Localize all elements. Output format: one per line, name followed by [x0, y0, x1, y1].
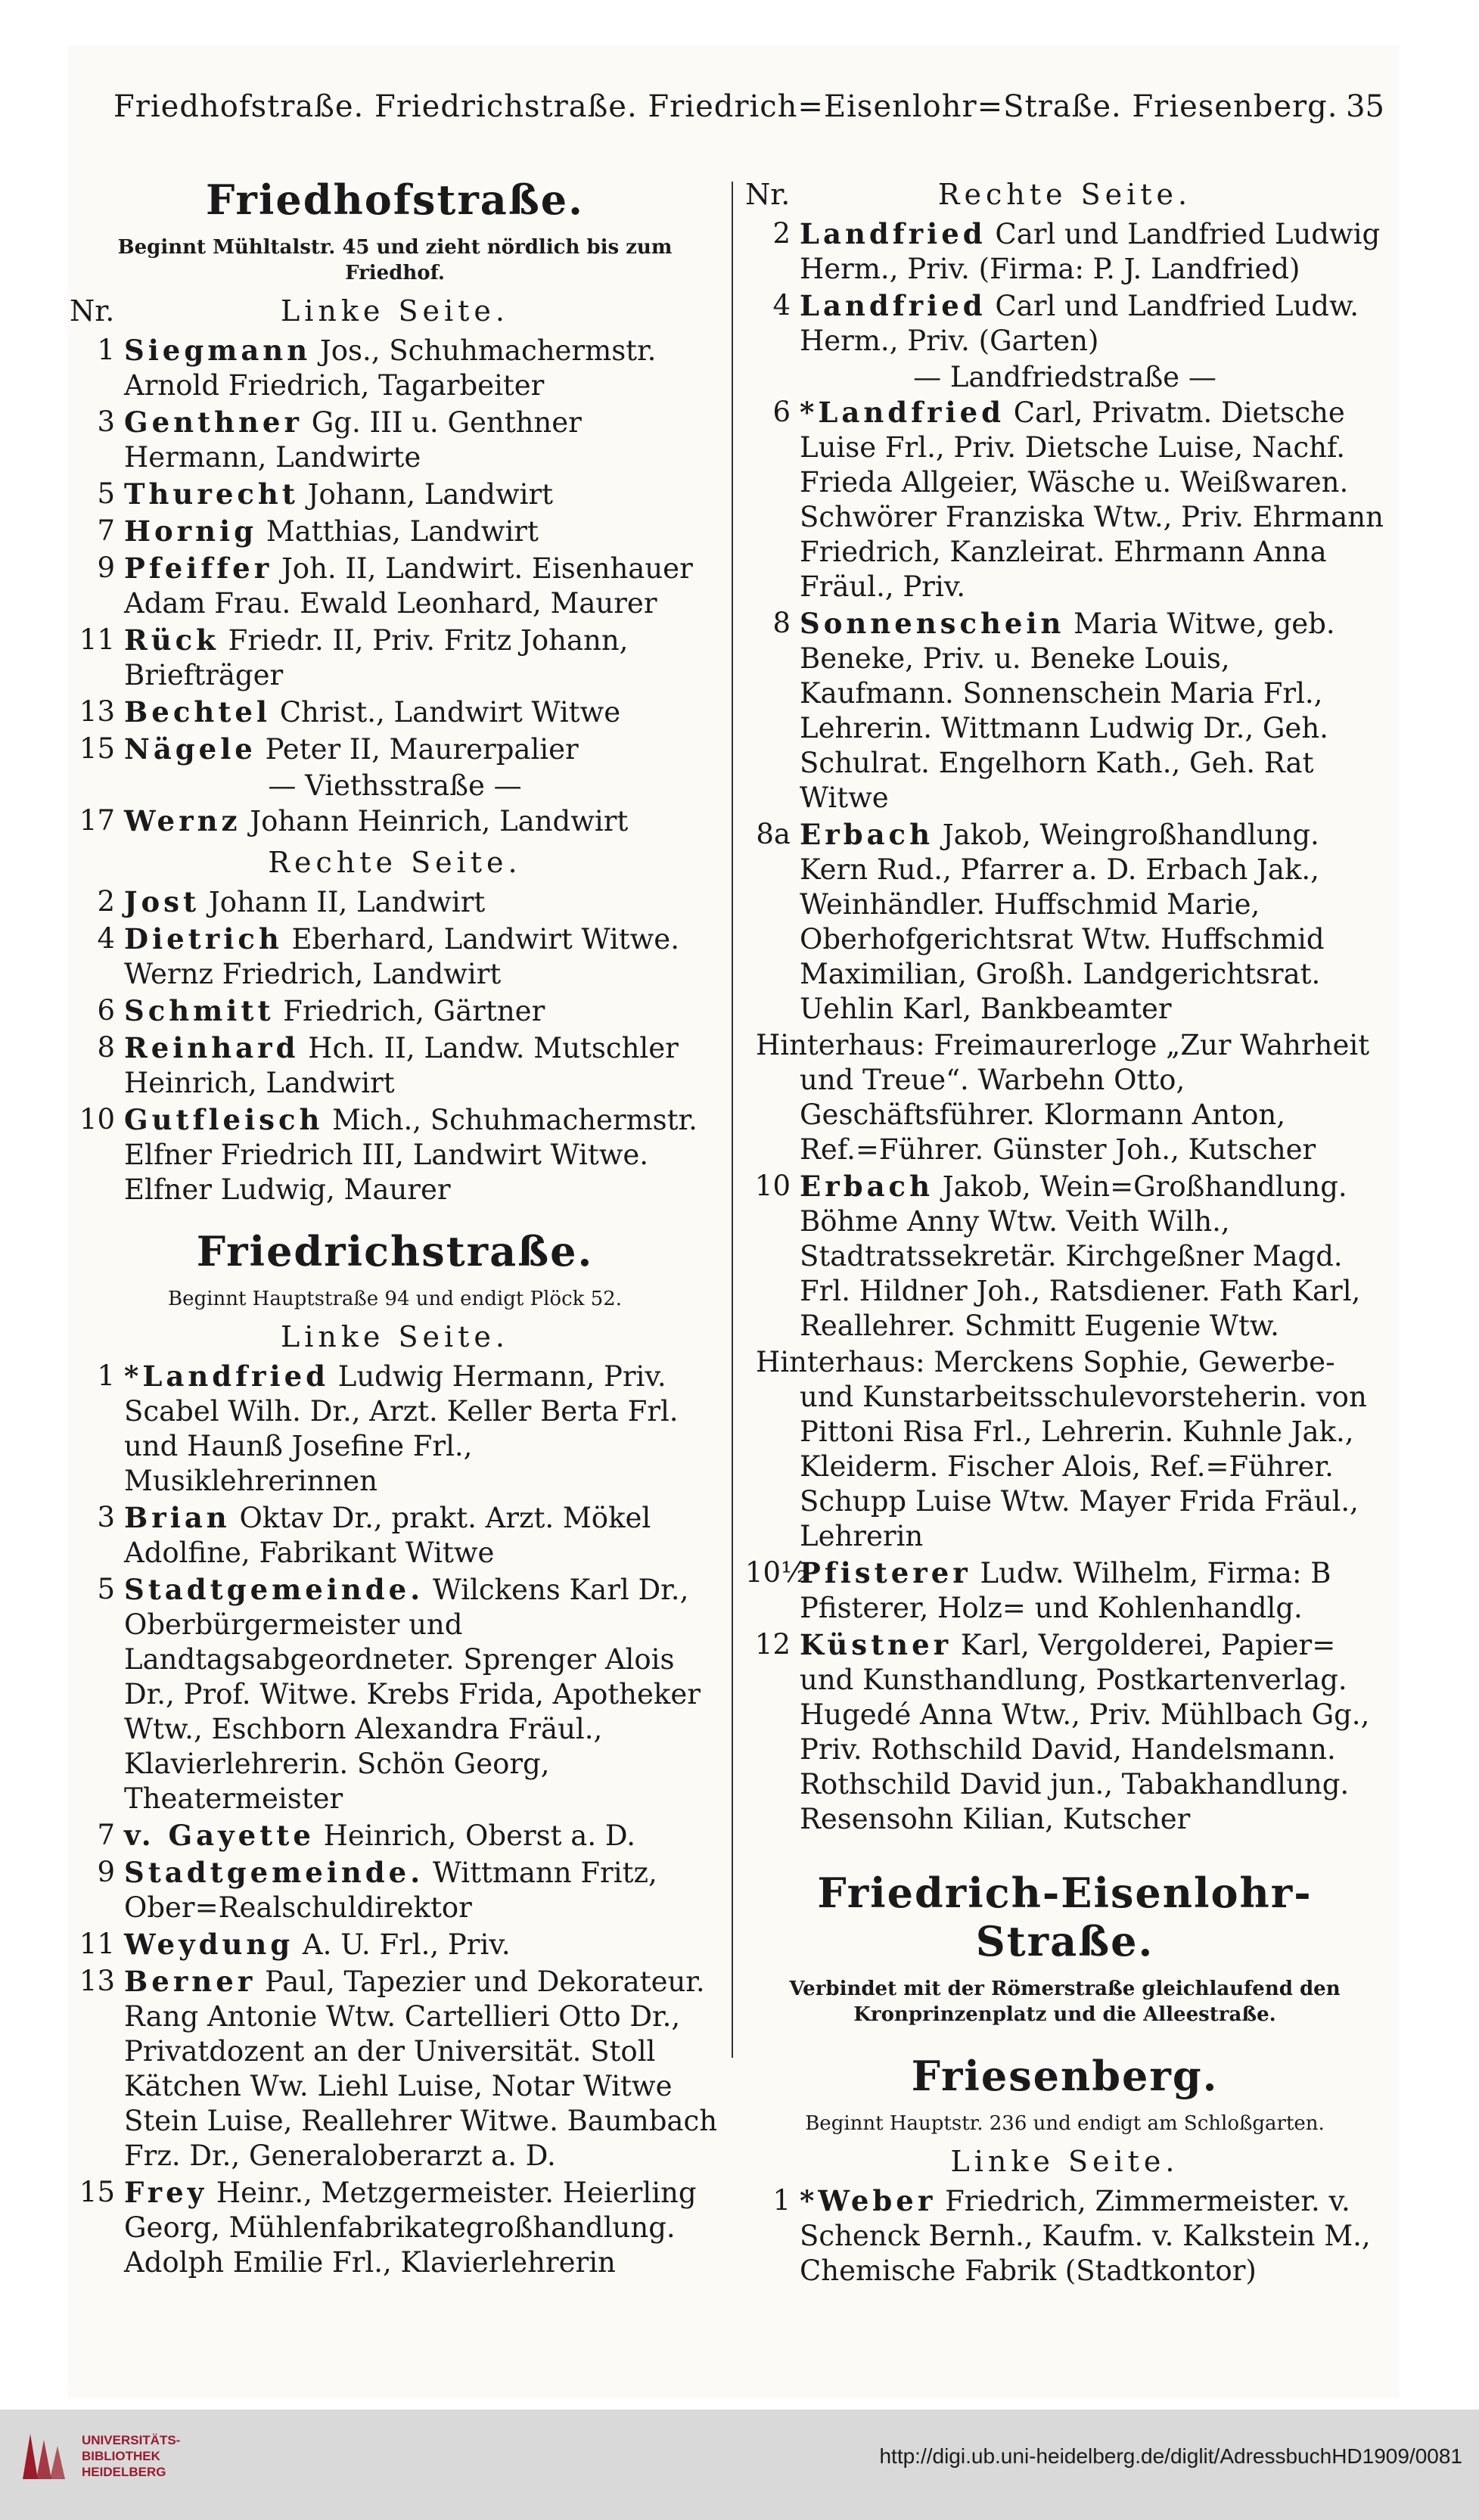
list-item — [745, 817, 1384, 1027]
list-item — [70, 1855, 720, 1925]
hinterhaus-entry: Hinterhaus: Freimaurerloge „Zur Wahrheit und Treue“. Warbehn Otto, Geschäftsführer. Klormann Anton, Ref.=Führer. Günster Joh., Kutscher — [756, 1029, 1370, 1166]
entry-list — [70, 333, 720, 767]
side-title: Linke Seite. — [281, 294, 509, 328]
house-number: 3 — [97, 405, 115, 438]
resident-name: Landfried — [800, 289, 987, 322]
running-header — [113, 89, 1384, 135]
entry-text: Hch. II, Landw. Mutschler Heinrich, Landwirt — [124, 1032, 679, 1099]
nr-label: Nr. — [70, 294, 115, 328]
entry-text: Ludwig Hermann, Priv. Scabel Wilh. Dr., Arzt. Keller Berta Frl. und Haunß Josefine Frl., Musiklehrerinnen — [124, 1360, 679, 1497]
house-number: 13 — [79, 1965, 115, 1997]
list-item — [70, 1030, 720, 1101]
side-title: Rechte Seite. — [937, 178, 1192, 211]
resident-name: Reinhard — [124, 1031, 300, 1064]
resident-name: Thurecht — [124, 477, 299, 511]
list-item — [745, 395, 1384, 604]
list-item — [745, 606, 1384, 816]
resident-name: Küstner — [800, 1628, 952, 1661]
list-item — [70, 1964, 720, 2174]
list-item — [70, 732, 720, 767]
list-item — [745, 216, 1384, 287]
list-item — [745, 1627, 1384, 1837]
entry-text: Maria Witwe, geb. Beneke, Priv. u. Beneke Louis, Kaufmann. Sonnenschein Maria Frl., Lehrerin. Wittmann Ludwig Dr., Geh. Schulrat. Engelhorn Kath., Geh. Rat Witwe — [800, 607, 1335, 814]
resident-name: Siegmann — [124, 334, 312, 367]
source-url-link[interactable]: http://digi.ub.uni-heidelberg.de/diglit/AdressbuchHD1909/0081 — [879, 2444, 1462, 2468]
entry-text: Jos., Schuhmachermstr. Arnold Friedrich, Tagarbeiter — [124, 334, 657, 402]
house-number: 2 — [772, 217, 791, 250]
list-item — [745, 1169, 1384, 1344]
list-item — [70, 1927, 720, 1962]
resident-name: Jost — [124, 885, 200, 918]
house-number: 10½ — [745, 1556, 808, 1589]
entry-text: Heinrich, Oberst a. D. — [314, 1819, 635, 1852]
side-row — [70, 292, 720, 330]
entry-text: Johann II, Landwirt — [200, 886, 486, 918]
resident-name: Bechtel — [124, 695, 271, 729]
entry-text: Jakob, Weingroßhandlung. Kern Rud., Pfarrer a. D. Erbach Jak., Weinhändler. Huffschmid Marie, Oberhofgerichtsrat Wtw. Huffschmid Maximilian, Großh. Landgerichtsrat. Uehlin Karl, Bankbeamter — [800, 819, 1325, 1025]
house-number: 9 — [97, 552, 115, 584]
resident-name: Sonnenschein — [800, 607, 1065, 640]
list-item — [70, 333, 720, 403]
side-title: Rechte Seite. — [268, 846, 522, 879]
list-item — [70, 921, 720, 992]
house-number: 10 — [79, 1103, 115, 1136]
list-item — [70, 1102, 720, 1207]
resident-name: Pfisterer — [800, 1556, 971, 1589]
entry-text: Carl und Landfried Ludwig Herm., Priv. (Firma: P. J. Landfried) — [800, 218, 1381, 285]
cross-street: — Viethsstraße — — [268, 769, 522, 802]
entry-text: Oktav Dr., prakt. Arzt. Mökel Adolfine, Fabrikant Witwe — [124, 1502, 651, 1569]
cross-street: — Landfriedstraße — — [913, 361, 1216, 393]
entry-text: Jakob, Wein=Großhandlung. Böhme Anny Wtw. Veith Wilh., Stadtratssekretär. Kirchgeßner Magd. Frl. Hildner Joh., Ratsdiener. Fath Karl, Reallehrer. Schmitt Eugenie Wtw. — [800, 1170, 1361, 1342]
street-heading-friedhofstrasse: Friedhofstraße. — [206, 176, 584, 224]
entry-text: Matthias, Landwirt — [256, 515, 539, 548]
entry-text: Johann, Landwirt — [298, 478, 554, 511]
list-item — [70, 1572, 720, 1816]
resident-name: *Landfried — [124, 1359, 329, 1393]
list-item — [745, 288, 1384, 359]
resident-name: Rück — [124, 623, 219, 657]
house-number: 4 — [97, 922, 115, 955]
house-number: 1 — [772, 2184, 791, 2217]
house-number: 7 — [97, 1819, 115, 1851]
resident-name: Dietrich — [124, 922, 283, 955]
resident-name: v. Gayette — [124, 1819, 315, 1852]
resident-name: Schmitt — [124, 994, 275, 1027]
entry-text: Wilckens Karl Dr., Oberbürgermeister und Landtagsabgeordneter. Sprenger Alois Dr., Prof. Witwe. Krebs Frida, Apotheker Wtw., Eschborn Alexandra Fräul., Klavierlehrerin. Schön Georg, Theatermeister — [124, 1574, 701, 1815]
list-item — [70, 803, 720, 839]
house-number: 10 — [754, 1170, 791, 1202]
resident-name: Stadtgemeinde. — [124, 1573, 424, 1606]
side-row — [745, 176, 1384, 213]
house-number: 8a — [756, 818, 791, 850]
house-number: 2 — [97, 885, 115, 918]
house-number: 6 — [772, 396, 791, 428]
list-item — [70, 1500, 720, 1571]
house-number: 3 — [97, 1501, 115, 1533]
left-column — [70, 176, 720, 2282]
list-item — [70, 1359, 720, 1499]
hinterhaus-entry: Hinterhaus: Merckens Sophie, Gewerbe- und Kunstarbeitsschulevorsteherin. von Pittoni Risa Frl., Lehrerin. Kuhnle Jak., Kleiderm. Fischer Alois, Ref.=Führer. Schupp Luise Wtw. Mayer Frida Fräul., Lehrerin — [756, 1346, 1367, 1552]
street-heading-friedrichstrasse: Friedrichstraße. — [196, 1227, 594, 1276]
resident-name: Gutfleisch — [124, 1103, 324, 1136]
resident-name: Weydung — [124, 1928, 294, 1961]
entry-text: Joh. II, Landwirt. Eisenhauer Adam Frau. Ewald Leonhard, Maurer — [124, 552, 693, 620]
entry-text: A. U. Frl., Priv. — [294, 1928, 511, 1961]
street-heading-friedrich-eisenlohr-strasse: Friedrich-Eisenlohr-Straße. — [817, 1869, 1313, 1965]
entry-list — [745, 1169, 1384, 1344]
resident-name: Hornig — [124, 514, 257, 548]
resident-name: Pfeiffer — [124, 552, 273, 585]
entry-text: Mich., Schuhmachermstr. Elfner Friedrich III, Landwirt Witwe. Elfner Ludwig, Maurer — [124, 1104, 698, 1206]
entry-list — [745, 216, 1384, 359]
resident-name: Genthner — [124, 405, 303, 439]
entry-text: Wittmann Fritz, Ober=Realschuldirektor — [124, 1857, 657, 1924]
street-heading-friesenberg: Friesenberg. — [911, 2052, 1219, 2100]
entry-text: Carl, Privatm. Dietsche Luise Frl., Priv. Dietsche Luise, Nachf. Frieda Allgeier, Wäsche u. Weißwaren. Schwörer Franziska Wtw., Priv. Ehrmann Friedrich, Kanzleirat. Ehrmann Anna Fräul., Priv. — [800, 396, 1384, 603]
house-number: 8 — [772, 607, 791, 639]
entry-text: Friedrich, Gärtner — [274, 995, 545, 1027]
resident-name: Stadtgemeinde. — [124, 1856, 424, 1889]
resident-name: Erbach — [800, 818, 934, 851]
house-number: 1 — [97, 1359, 115, 1392]
entry-text: Johann Heinrich, Landwirt — [241, 805, 629, 837]
entry-text: Karl, Vergolderei, Papier= und Kunsthandlung, Postkartenverlag. Hugedé Anna Wtw., Priv. Mühlbach Gg., Priv. Rothschild David, Handelsmann. Rothschild David jun., Tabakhandlung. Resensohn Kilian, Kutscher — [800, 1629, 1370, 1835]
list-item — [70, 2175, 720, 2280]
resident-name: Berner — [124, 1965, 256, 1998]
entry-text: Ludw. Wilhelm, Firma: B Pfisterer, Holz= und Kohlenhandlg. — [800, 1557, 1331, 1624]
page-number: 35 — [1346, 89, 1384, 124]
list-item — [745, 1555, 1384, 1626]
running-title: Friedhofstraße. Friedrichstraße. Friedrich=Eisenlohr=Straße. Friesenberg. — [113, 89, 1338, 124]
right-column — [745, 176, 1384, 2290]
house-number: 5 — [97, 1573, 115, 1605]
list-item — [70, 477, 720, 512]
list-item — [70, 993, 720, 1029]
entry-text: Paul, Tapezier und Dekorateur. Rang Antonie Wtw. Cartellieri Otto Dr., Privatdozent an der Universität. Stoll Kätchen Ww. Liehl Luise, Notar Witwe Stein Luise, Reallehrer Witwe. Baumbach Frz. Dr., Generaloberarzt a. D. — [124, 1965, 718, 2172]
resident-name: Wernz — [124, 804, 241, 837]
column-divider — [732, 182, 733, 2058]
entry-text: Christ., Landwirt Witwe — [270, 696, 621, 729]
resident-name: Landfried — [800, 217, 987, 250]
footer-bar — [0, 2410, 1479, 2520]
entry-text: Heinr., Metzgermeister. Heierling Georg, Mühlenfabrikategroßhandlung. Adolph Emilie Frl., Klavierlehrerin — [124, 2177, 697, 2279]
library-name: UNIVERSITÄTS- BIBLIOTHEK HEIDELBERG — [82, 2433, 181, 2479]
street-intro: Verbindet mit der Römerstraße gleichlaufend den Kronprinzenplatz und die Alleestraße. — [789, 1978, 1341, 2026]
list-item — [70, 551, 720, 621]
house-number: 5 — [97, 477, 115, 510]
house-number: 13 — [79, 695, 115, 728]
entry-text: Eberhard, Landwirt Witwe. Wernz Friedrich, Landwirt — [124, 923, 679, 990]
house-number: 11 — [79, 1928, 115, 1960]
list-item — [70, 884, 720, 920]
side-title: Linke Seite. — [950, 2145, 1179, 2178]
list-item — [70, 694, 720, 730]
street-intro: Beginnt Mühltalstr. 45 und zieht nördlich bis zum Friedhof. — [117, 236, 673, 284]
entry-list — [70, 803, 720, 839]
resident-name: *Landfried — [800, 396, 1005, 429]
library-logo-icon — [15, 2426, 68, 2487]
house-number: 1 — [97, 334, 115, 366]
entry-list — [745, 1555, 1384, 1837]
entry-list — [70, 884, 720, 1207]
house-number: 6 — [97, 994, 115, 1027]
nr-label: Nr. — [745, 178, 791, 211]
list-item — [70, 623, 720, 693]
list-item — [70, 514, 720, 549]
resident-name: Brian — [124, 1501, 231, 1534]
house-number: 12 — [754, 1628, 791, 1661]
list-item — [745, 2183, 1384, 2289]
entry-list — [745, 2183, 1384, 2289]
house-number: 11 — [79, 623, 115, 656]
entry-text: Friedr. II, Priv. Fritz Johann, Briefträger — [124, 624, 629, 691]
resident-name: Nägele — [124, 732, 256, 766]
street-intro: Beginnt Hauptstraße 94 und endigt Plöck 52. — [168, 1288, 622, 1310]
entry-text: Gg. III u. Genthner Hermann, Landwirte — [124, 406, 582, 474]
side-title: Linke Seite. — [281, 1320, 509, 1353]
entry-list — [70, 1359, 720, 2280]
list-item — [70, 1818, 720, 1853]
list-item — [70, 405, 720, 475]
entry-text: Friedrich, Zimmermeister. v. Schenck Bernh., Kaufm. v. Kalkstein M., Chemische Fabrik (Stadtkontor) — [800, 2185, 1371, 2287]
entry-text: Peter II, Maurerpalier — [256, 733, 579, 766]
entry-text: Carl und Landfried Ludw. Herm., Priv. (Garten) — [800, 290, 1359, 357]
street-intro: Beginnt Hauptstr. 236 und endigt am Schloßgarten. — [805, 2112, 1325, 2135]
house-number: 15 — [79, 2176, 115, 2208]
resident-name: *Weber — [800, 2184, 937, 2217]
house-number: 7 — [97, 514, 115, 547]
house-number: 17 — [79, 804, 115, 837]
house-number: 4 — [772, 289, 791, 322]
house-number: 15 — [79, 732, 115, 765]
resident-name: Frey — [124, 2176, 208, 2209]
entry-list — [745, 395, 1384, 1027]
house-number: 8 — [97, 1031, 115, 1064]
resident-name: Erbach — [800, 1170, 934, 1203]
house-number: 9 — [97, 1856, 115, 1888]
